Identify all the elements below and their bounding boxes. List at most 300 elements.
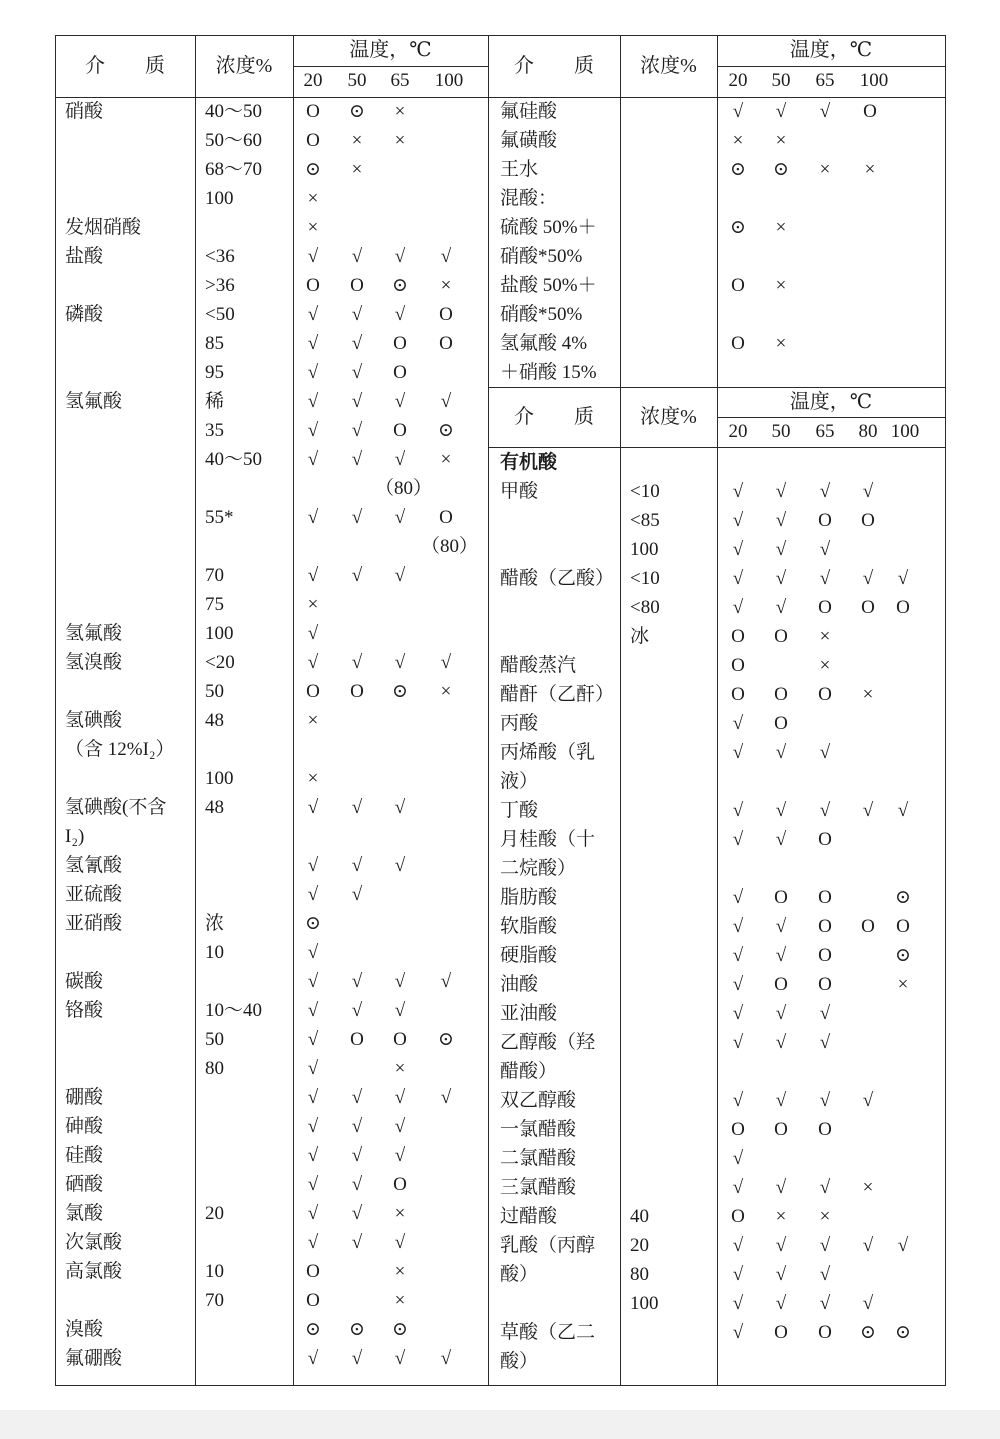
rating-cell-65c: O xyxy=(393,333,407,354)
second-header-temp-100: 100 xyxy=(890,421,920,442)
rating-cell-80c: × xyxy=(862,1177,874,1198)
concentration-cell: <85 xyxy=(630,510,660,531)
rating-cell-80c: O xyxy=(861,510,875,531)
concentration-cell: 100 xyxy=(630,539,659,560)
right-bottom-table-row xyxy=(0,1115,1000,1144)
rating-cell-50c: √ xyxy=(351,971,363,992)
rating-cell-50c: √ xyxy=(775,101,787,122)
rating-cell-50c: √ xyxy=(351,797,363,818)
second-header-concentration: 浓度% xyxy=(640,406,697,428)
right-top-table-row xyxy=(0,242,1000,271)
rating-cell-65c: √ xyxy=(819,101,831,122)
medium-cell: 铬酸 xyxy=(65,1000,104,1021)
rating-cell-50c: √ xyxy=(351,1348,363,1369)
rating-cell-50c: × xyxy=(351,159,363,180)
header-temp-100: 100 xyxy=(859,70,889,91)
header-temp-65: 65 xyxy=(390,70,410,91)
second-header-medium: 介 质 xyxy=(514,406,594,428)
rating-cell-80c: √ xyxy=(862,1235,874,1256)
rating-cell-100c: O xyxy=(439,507,453,528)
concentration-cell: 50 xyxy=(205,1029,224,1050)
medium-cell: 磷酸 xyxy=(65,304,104,325)
rating-cell-65c: √ xyxy=(394,1000,406,1021)
rating-cell-50c: √ xyxy=(351,1145,363,1166)
rating-cell-50c: √ xyxy=(775,1003,787,1024)
rating-cell-50c: √ xyxy=(775,1235,787,1256)
right-top-table-row xyxy=(0,97,1000,126)
rating-cell-100c: √ xyxy=(897,1235,909,1256)
rating-cell-80c: O xyxy=(861,916,875,937)
medium-cell: 氯酸 xyxy=(65,1203,104,1224)
rating-cell-100c: ⊙ xyxy=(895,1322,911,1343)
rating-cell-65c: √ xyxy=(819,568,831,589)
concentration-cell: 50 xyxy=(205,681,224,702)
concentration-cell: 40～50 xyxy=(205,101,263,122)
medium-cell: 软脂酸 xyxy=(500,916,558,937)
header-concentration: 浓度% xyxy=(640,55,697,77)
concentration-cell: 冰 xyxy=(630,626,650,647)
rating-cell-20c: √ xyxy=(307,1000,319,1021)
rating-cell-100c: × xyxy=(440,449,452,470)
medium-cell: 过醋酸 xyxy=(500,1206,558,1227)
rating-cell-20c: √ xyxy=(732,887,744,908)
medium-cell: 醋酸蒸汽 xyxy=(500,655,577,676)
medium-cell: 砷酸 xyxy=(65,1116,104,1137)
concentration-cell: 35 xyxy=(205,420,224,441)
rating-cell-65c: O xyxy=(818,597,832,618)
rating-cell-80c: √ xyxy=(862,481,874,502)
header-temperature: 温度，℃ xyxy=(349,39,432,61)
concentration-cell: <10 xyxy=(630,481,660,502)
rating-cell-20c: √ xyxy=(732,1032,744,1053)
rating-cell-100c: √ xyxy=(897,800,909,821)
rating-cell-65c: √ xyxy=(394,565,406,586)
rating-cell-20c: √ xyxy=(307,855,319,876)
rating-cell-50c: O xyxy=(774,684,788,705)
rating-cell-50c: √ xyxy=(351,507,363,528)
rating-cell-50c: √ xyxy=(775,945,787,966)
rating-cell-50c: × xyxy=(351,130,363,151)
right-top-table-row xyxy=(0,184,1000,213)
concentration-cell: 稀 xyxy=(205,391,225,412)
rating-cell-65c: √ xyxy=(819,1177,831,1198)
rating-cell-50c: ⊙ xyxy=(773,159,789,180)
rating-cell-80c: √ xyxy=(862,800,874,821)
rating-cell-65c: O xyxy=(393,362,407,383)
second-header-temp-50: 50 xyxy=(771,421,791,442)
rating-cell-20c: √ xyxy=(307,1348,319,1369)
medium-cell: 二烷酸） xyxy=(500,858,577,879)
concentration-cell: 10～40 xyxy=(205,1000,263,1021)
concentration-cell: 10 xyxy=(205,942,224,963)
rating-cell-50c: O xyxy=(350,275,364,296)
right-top-table-row xyxy=(0,271,1000,300)
rating-cell-100c: （80） xyxy=(421,536,479,557)
rating-cell-20c: √ xyxy=(307,1087,319,1108)
medium-cell: 氢碘酸(不含 xyxy=(65,797,167,818)
rating-cell-20c: √ xyxy=(732,1293,744,1314)
second-header-temperature: 温度，℃ xyxy=(789,391,873,413)
right-top-table-row xyxy=(0,155,1000,184)
rating-cell-50c: O xyxy=(774,713,788,734)
rating-cell-20c: O xyxy=(731,1119,745,1140)
medium-cell: 硝酸*50% xyxy=(500,304,583,325)
rating-cell-65c: √ xyxy=(394,855,406,876)
rating-cell-65c: O xyxy=(818,510,832,531)
rating-cell-20c: √ xyxy=(732,1090,744,1111)
rating-cell-80c: √ xyxy=(862,568,874,589)
header-temp-50: 50 xyxy=(771,70,791,91)
right-bottom-table-row xyxy=(0,854,1000,883)
rating-cell-20c: √ xyxy=(732,568,744,589)
medium-cell: 醋酸（乙酸） xyxy=(500,568,615,589)
concentration-cell: <20 xyxy=(205,652,235,673)
medium-cell: 乙醇酸（羟 xyxy=(500,1032,596,1053)
right-bottom-table-row xyxy=(0,622,1000,651)
concentration-cell: 95 xyxy=(205,362,224,383)
rating-cell-50c: √ xyxy=(775,510,787,531)
rating-cell-65c: O xyxy=(818,945,832,966)
rating-cell-50c: √ xyxy=(351,304,363,325)
concentration-cell: 80 xyxy=(205,1058,224,1079)
rating-cell-50c: √ xyxy=(351,420,363,441)
rating-cell-65c: × xyxy=(819,1206,831,1227)
rating-cell-20c: √ xyxy=(307,391,319,412)
rating-cell-65c: √ xyxy=(394,1116,406,1137)
rating-cell-20c: O xyxy=(731,684,745,705)
rating-cell-50c: √ xyxy=(351,362,363,383)
right-bottom-table-row xyxy=(0,1028,1000,1057)
rating-cell-65c: √ xyxy=(819,800,831,821)
rating-cell-65c: √ xyxy=(394,507,406,528)
rating-cell-50c: × xyxy=(775,275,787,296)
right-top-table-row xyxy=(0,213,1000,242)
rating-cell-65c: O xyxy=(818,1119,832,1140)
right-top-table-row xyxy=(0,300,1000,329)
rating-cell-20c: ⊙ xyxy=(305,913,321,934)
medium-cell: 硝酸*50% xyxy=(500,246,583,267)
rating-cell-80c: √ xyxy=(862,1293,874,1314)
rating-cell-65c: √ xyxy=(819,1032,831,1053)
rating-cell-50c: √ xyxy=(351,391,363,412)
header-concentration: 浓度% xyxy=(215,55,273,77)
rating-cell-50c: √ xyxy=(351,855,363,876)
rating-cell-20c: √ xyxy=(307,971,319,992)
rating-cell-100c: √ xyxy=(440,971,452,992)
rating-cell-65c: × xyxy=(394,1290,406,1311)
right-bottom-table-row xyxy=(0,1202,1000,1231)
rating-cell-100c: O xyxy=(896,597,910,618)
rating-cell-80c: √ xyxy=(862,1090,874,1111)
medium-cell: 亚硫酸 xyxy=(65,884,123,905)
rating-cell-100c: ⊙ xyxy=(438,1029,454,1050)
rating-cell-80c: × xyxy=(862,684,874,705)
rating-cell-65c: √ xyxy=(394,971,406,992)
second-header-temp-65: 65 xyxy=(815,421,835,442)
medium-cell: 双乙醇酸 xyxy=(500,1090,577,1111)
rating-cell-100c: √ xyxy=(440,391,452,412)
medium-cell: 亚油酸 xyxy=(500,1003,558,1024)
rating-cell-100c: √ xyxy=(440,246,452,267)
concentration-cell: 浓 xyxy=(205,913,225,934)
concentration-cell: 40 xyxy=(630,1206,649,1227)
medium-cell: 甲酸 xyxy=(500,481,539,502)
right-top-table-row xyxy=(0,126,1000,155)
rating-cell-20c: ⊙ xyxy=(730,217,746,238)
rating-cell-100c: O xyxy=(863,101,877,122)
rating-cell-65c: √ xyxy=(819,1090,831,1111)
rating-cell-65c: × xyxy=(394,130,406,151)
medium-cell: 液） xyxy=(500,771,539,792)
rating-cell-100c: O xyxy=(439,333,453,354)
rating-cell-65c: √ xyxy=(819,1003,831,1024)
rating-cell-50c: O xyxy=(774,974,788,995)
right-bottom-table-row xyxy=(0,1260,1000,1289)
rating-cell-50c: √ xyxy=(775,568,787,589)
concentration-cell: <50 xyxy=(205,304,235,325)
rating-cell-50c: O xyxy=(350,1029,364,1050)
rating-cell-50c: √ xyxy=(775,1032,787,1053)
medium-cell: 月桂酸（十 xyxy=(500,829,596,850)
right-bottom-table-row xyxy=(0,477,1000,506)
rating-cell-50c: √ xyxy=(775,597,787,618)
rating-cell-50c: × xyxy=(775,130,787,151)
rating-cell-65c: √ xyxy=(819,742,831,763)
rating-cell-100c: √ xyxy=(440,1087,452,1108)
rating-cell-80c: O xyxy=(861,597,875,618)
concentration-cell: 68～70 xyxy=(205,159,263,180)
medium-cell: 盐酸 50%＋ xyxy=(500,275,597,296)
medium-cell: 硬脂酸 xyxy=(500,945,558,966)
page-bottom-edge xyxy=(0,1410,1000,1439)
medium-cell: 碳酸 xyxy=(65,971,104,992)
rating-cell-20c: × xyxy=(307,188,319,209)
medium-cell: 混酸： xyxy=(500,188,558,209)
right-bottom-table-row xyxy=(0,448,1000,477)
medium-cell: I₂) xyxy=(65,826,85,847)
rating-cell-100c: O xyxy=(439,304,453,325)
rating-cell-65c: ⊙ xyxy=(392,681,408,702)
rating-cell-20c: O xyxy=(731,1206,745,1227)
rating-cell-50c: √ xyxy=(775,1293,787,1314)
medium-cell: 氟磺酸 xyxy=(500,130,558,151)
rating-cell-100c: ⊙ xyxy=(438,420,454,441)
rating-cell-20c: √ xyxy=(307,420,319,441)
rating-cell-20c: √ xyxy=(732,1235,744,1256)
rating-cell-65c: √ xyxy=(394,1145,406,1166)
rating-cell-50c: × xyxy=(775,333,787,354)
medium-cell: 氟硼酸 xyxy=(65,1348,123,1369)
right-bottom-table-row xyxy=(0,999,1000,1028)
concentration-cell: <10 xyxy=(630,568,660,589)
concentration-cell: 10 xyxy=(205,1261,224,1282)
header-medium: 介 质 xyxy=(514,55,594,77)
category-heading: 有机酸 xyxy=(500,452,558,473)
concentration-cell: 85 xyxy=(205,333,224,354)
concentration-cell: 40～50 xyxy=(205,449,263,470)
rating-cell-20c: √ xyxy=(732,974,744,995)
medium-cell: （含 12%I₂） xyxy=(65,739,175,760)
rating-cell-65c: √ xyxy=(394,304,406,325)
rating-cell-65c: √ xyxy=(394,1232,406,1253)
rating-cell-65c: O xyxy=(393,1174,407,1195)
rating-cell-20c: √ xyxy=(307,884,319,905)
rating-cell-65c: √ xyxy=(394,1087,406,1108)
medium-cell: 硝酸 xyxy=(65,101,104,122)
concentration-cell: 70 xyxy=(205,1290,224,1311)
right-bottom-table-row xyxy=(0,767,1000,796)
right-bottom-table-row xyxy=(0,506,1000,535)
medium-cell: 高氯酸 xyxy=(65,1261,123,1282)
rating-cell-20c: √ xyxy=(307,623,319,644)
rating-cell-20c: √ xyxy=(307,1203,319,1224)
right-bottom-table-row xyxy=(0,912,1000,941)
concentration-cell: 20 xyxy=(630,1235,649,1256)
concentration-cell: 48 xyxy=(205,797,224,818)
rating-cell-65c: √ xyxy=(394,797,406,818)
rating-cell-65c: O xyxy=(818,1322,832,1343)
rating-cell-20c: √ xyxy=(307,1232,319,1253)
rating-cell-20c: × xyxy=(307,217,319,238)
rating-cell-50c: √ xyxy=(775,481,787,502)
rating-cell-20c: O xyxy=(306,130,320,151)
rating-cell-100c: × xyxy=(864,159,876,180)
right-bottom-table-row xyxy=(0,941,1000,970)
rating-cell-65c: O xyxy=(818,829,832,850)
rating-cell-100c: × xyxy=(897,974,909,995)
right-bottom-table-row xyxy=(0,651,1000,680)
rating-cell-20c: √ xyxy=(307,942,319,963)
rating-cell-65c: √ xyxy=(394,449,406,470)
medium-cell: 醋酸） xyxy=(500,1061,558,1082)
medium-cell: 油酸 xyxy=(500,974,539,995)
right-top-table-row xyxy=(0,358,1000,387)
rating-cell-50c: √ xyxy=(351,1087,363,1108)
concentration-cell: 50～60 xyxy=(205,130,263,151)
rating-cell-20c: × xyxy=(307,594,319,615)
rating-cell-50c: √ xyxy=(775,800,787,821)
rating-cell-50c: O xyxy=(774,1119,788,1140)
rating-cell-20c: √ xyxy=(732,1177,744,1198)
rating-cell-50c: ⊙ xyxy=(349,1319,365,1340)
rating-cell-50c: √ xyxy=(351,652,363,673)
rating-cell-20c: √ xyxy=(307,1116,319,1137)
medium-cell: 氢碘酸 xyxy=(65,710,123,731)
rating-cell-65c: × xyxy=(394,1203,406,1224)
rating-cell-50c: √ xyxy=(775,829,787,850)
rating-cell-65c: √ xyxy=(819,481,831,502)
rating-cell-65c: O xyxy=(818,974,832,995)
medium-cell: 硒酸 xyxy=(65,1174,104,1195)
rating-cell-20c: O xyxy=(306,1261,320,1282)
concentration-cell: 80 xyxy=(630,1264,649,1285)
rating-cell-20c: √ xyxy=(732,1322,744,1343)
rating-cell-20c: √ xyxy=(307,1058,319,1079)
rating-cell-65c: × xyxy=(394,1058,406,1079)
left-table-row xyxy=(0,416,1000,445)
rating-cell-20c: √ xyxy=(732,101,744,122)
right-bottom-table-row xyxy=(0,1086,1000,1115)
rating-cell-20c: O xyxy=(731,626,745,647)
rating-cell-65c: √ xyxy=(819,1264,831,1285)
rating-cell-20c: √ xyxy=(307,333,319,354)
header-temperature: 温度，℃ xyxy=(789,39,873,61)
rating-cell-65c: ⊙ xyxy=(392,275,408,296)
medium-cell: 硼酸 xyxy=(65,1087,104,1108)
right-bottom-table-row xyxy=(0,1289,1000,1318)
right-bottom-table-row xyxy=(0,1057,1000,1086)
rating-cell-65c: （80） xyxy=(375,478,433,499)
rating-cell-65c: √ xyxy=(394,246,406,267)
rating-cell-20c: O xyxy=(306,1290,320,1311)
rating-cell-50c: √ xyxy=(351,333,363,354)
header-temp-20: 20 xyxy=(303,70,323,91)
concentration-cell: 100 xyxy=(205,768,234,789)
rating-cell-20c: √ xyxy=(732,510,744,531)
rating-cell-50c: √ xyxy=(775,1264,787,1285)
rating-cell-100c: × xyxy=(440,275,452,296)
medium-cell: 酸） xyxy=(500,1351,539,1372)
medium-cell: 发烟硝酸 xyxy=(65,217,142,238)
rating-cell-20c: √ xyxy=(307,246,319,267)
medium-cell: 草酸（乙二 xyxy=(500,1322,596,1343)
medium-cell: 盐酸 xyxy=(65,246,104,267)
right-bottom-table-row xyxy=(0,593,1000,622)
rating-cell-20c: √ xyxy=(307,449,319,470)
rating-cell-100c: √ xyxy=(440,652,452,673)
medium-cell: 丁酸 xyxy=(500,800,539,821)
rating-cell-65c: O xyxy=(818,887,832,908)
rating-cell-100c: ⊙ xyxy=(895,887,911,908)
rating-cell-20c: O xyxy=(731,275,745,296)
right-top-table-row xyxy=(0,329,1000,358)
rating-cell-20c: × xyxy=(307,768,319,789)
second-header-temp-80: 80 xyxy=(858,421,878,442)
rating-cell-65c: O xyxy=(393,1029,407,1050)
medium-cell: ＋硝酸 15% xyxy=(500,362,597,383)
right-bottom-table-row xyxy=(0,564,1000,593)
rating-cell-50c: √ xyxy=(351,1116,363,1137)
rating-cell-20c: √ xyxy=(307,797,319,818)
medium-cell: 氢溴酸 xyxy=(65,652,123,673)
rating-cell-50c: ⊙ xyxy=(349,101,365,122)
medium-cell: 次氯酸 xyxy=(65,1232,123,1253)
rating-cell-20c: O xyxy=(306,275,320,296)
rating-cell-50c: √ xyxy=(775,916,787,937)
rating-cell-65c: × xyxy=(819,655,831,676)
medium-cell: 王水 xyxy=(500,159,539,180)
medium-cell: 硅酸 xyxy=(65,1145,104,1166)
rating-cell-20c: √ xyxy=(307,1174,319,1195)
rating-cell-50c: O xyxy=(350,681,364,702)
rating-cell-50c: √ xyxy=(351,1203,363,1224)
rating-cell-20c: × xyxy=(732,130,744,151)
rating-cell-20c: √ xyxy=(732,945,744,966)
right-bottom-table-row xyxy=(0,680,1000,709)
rating-cell-20c: √ xyxy=(307,565,319,586)
rating-cell-65c: √ xyxy=(819,1293,831,1314)
rating-cell-50c: O xyxy=(774,626,788,647)
rating-cell-65c: × xyxy=(819,159,831,180)
rating-cell-20c: O xyxy=(306,101,320,122)
rating-cell-20c: √ xyxy=(307,507,319,528)
rating-cell-65c: √ xyxy=(394,1348,406,1369)
concentration-cell: <80 xyxy=(630,597,660,618)
rating-cell-20c: O xyxy=(731,333,745,354)
left-table-row xyxy=(0,387,1000,416)
rating-cell-20c: √ xyxy=(732,539,744,560)
concentration-cell: 100 xyxy=(205,188,234,209)
